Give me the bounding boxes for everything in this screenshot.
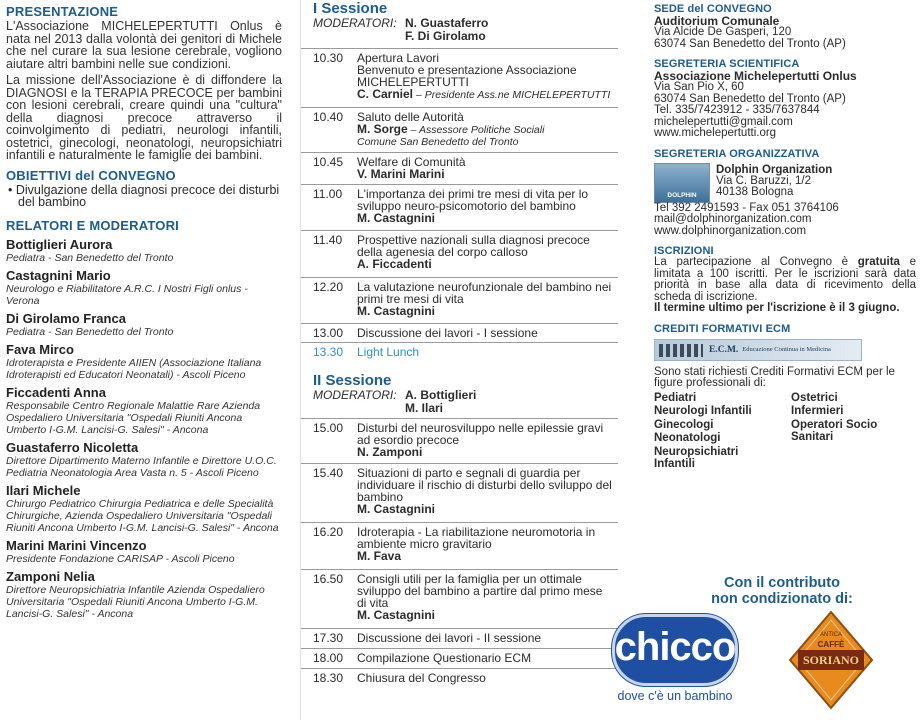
relatore-description: Presidente Fondazione CARISAP - Ascoli Piceno [6,552,235,565]
slot-title: Apertura Lavori [357,51,440,65]
relatore-name: Ficcadenti Anna [6,384,106,400]
ecm-block [654,323,916,470]
iscrizioni-deadline: Il termine ultimo per l'iscrizione è il 3 giugno. [654,302,900,314]
relatore-description: Direttore Dipartimento Materno Infantile e Direttore U.O.C. Pediatria Neonatologia Area Vasta n. 5 - Ascoli Piceno [6,454,277,479]
slot-speaker: M. Castagnini [357,211,436,225]
chicco-wordmark: chicco [614,625,736,669]
organizzativa-address: Via C. Baruzzi, 1/2 [716,174,812,187]
slot-title: Benvenuto e presentazione Associazione MICHELEPERTUTTI [357,63,577,89]
left-column [0,0,292,720]
slot-time: 13.30 [313,345,344,359]
relatore-description: Neurologo e Riabilitatore A.R.C. I Nostri Figli onlus - Verona [6,282,248,307]
slot-title: L'importanza dei primi tre mesi di vita per lo sviluppo neuro-psicomotorio del bambino [357,187,589,213]
slot-body [357,281,618,317]
iscrizioni-text: La partecipazione al Convegno è gratuita e limitata a 100 iscritti. Per le iscrizioni sarà data priorità in base alla data di ricevimento della scheda di iscrizione. [654,256,917,303]
slot-title: Prospettive nazionali sulla diagnosi precoce della agenesia del corpo calloso [357,233,590,259]
obiettivi-item: • Divulgazione della diagnosi precoce dei disturbi del bambino [8,182,280,209]
slot-speaker: A. Ficcadenti [357,257,432,271]
ecm-list-left [654,392,779,470]
ecm-title: CREDITI FORMATIVI ECM [654,322,791,335]
slot-title: Discussione dei lavori - I sessione [357,326,538,340]
slot-speaker: M. Sorge – Assessore Politiche Sociali [357,122,545,136]
relatore-description: Pediatra - San Benedetto del Tronto [6,251,174,264]
relatore-name: Bottiglieri Aurora [6,236,113,252]
session-2-header [301,372,618,415]
relatore-item [6,268,282,307]
presentazione-title: PRESENTAZIONE [6,4,119,19]
slot-body [357,327,618,339]
presentazione-paragraph-1: L'Associazione MICHELEPERTUTTI Onlus è nata nel 2013 dalla volontà dei genitori di Michele che nel curare la sua lesione cerebrale, vogliono aiutare altri bambini nelle sue condizioni. [6,19,282,71]
program-slot [301,648,618,664]
slot-speaker-role: – Assessore Politiche Sociali [407,124,545,136]
scientifica-phone: Tel. 335/7423912 - 335/7637844 [654,104,820,116]
slot-body [357,573,618,621]
program-slot [301,277,618,317]
ecm-profession: Ginecologi [654,418,714,431]
program-slot [301,152,618,180]
slot-title: Welfare di Comunità [357,155,466,169]
moderator-name: A. Bottiglieri [405,388,477,402]
relatore-name: Fava Mirco [6,341,74,357]
slot-speaker: M. Castagnini [357,608,436,622]
ecm-banner-figures-icon [659,344,703,357]
relatore-description: Chirurgo Pediatrico Chirurgia Pediatrica e delle Specialità Chirurgiche, Azienda Ospedaliero Universitaria "Ospedali Riuniti Ancona Umberto I-G.M. Lancisi-G. Salesi" - Ancona [6,497,279,534]
slot-body [357,156,618,180]
relatore-name: Castagnini Mario [6,267,111,283]
slot-time: 15.00 [313,421,344,435]
relatore-description: Direttore Neuropsichiatria Infantile Azienda Ospedaliero Universitaria "Ospedali Riuniti Ancona Umberto I-G.M. Lancisi-G. Salesi" - Ancona [6,583,265,620]
slot-body [357,111,618,148]
session-2-moderators [301,389,618,415]
relatore-name: Zamponi Nelia [6,568,95,584]
relatore-name: Marini Marini Vincenzo [6,537,147,553]
iscrizioni-block [654,245,916,315]
relatore-item [6,440,282,479]
relatore-description: Idroterapista e Presidente AIIEN (Associazione Italiana Idroterapisti ed Educatori Neonatali) - Ascoli Piceno [6,356,262,381]
slot-speaker: M. Castagnini [357,502,436,516]
sede-block [654,3,916,50]
obiettivi-title: OBIETTIVI del CONVEGNO [6,167,176,183]
sede-city: 63074 San Benedetto del Tronto (AP) [654,37,846,50]
slot-title: Situazioni di parto e segnali di guardia per individuare il rischio di disturbi dello sviluppo del bambino [357,466,612,504]
sede-name: Auditorium Comunale [654,14,780,28]
scientifica-title: SEGRETERIA SCIENTIFICA [654,58,800,70]
ecm-profession: Neonatologi [654,432,721,444]
slot-time: 17.30 [313,631,344,645]
slot-time: 12.20 [313,280,344,294]
sede-address: Via Alcide De Gasperi, 120 [654,26,792,38]
program-slot [301,230,618,270]
program-slot [301,48,618,101]
relatore-name: Di Girolamo Franca [6,310,126,326]
relatore-description: Pediatra - San Benedetto del Tronto [6,325,174,338]
ecm-profession: Neurologi Infantili [654,405,752,417]
moderator-name: N. Guastaferro [405,16,489,30]
soriano-name-text: SORIANO [802,653,859,667]
relatore-item [6,311,282,338]
relatori-title: RELATORI E MODERATORI [6,217,179,233]
program-slot [301,342,618,358]
slot-speaker-role: – Presidente Ass.ne MICHELEPERTUTTI [413,89,611,101]
ecm-intro: Sono stati richiesti Crediti Formativi ECM per le figure professionali di: [654,365,895,389]
ecm-profession: Pediatri [654,391,697,404]
ecm-banner-abbr: E.C.M. [709,344,739,355]
moderators-label: MODERATORI: [313,16,397,30]
ecm-profession: Infermieri [791,405,844,417]
slot-speaker: N. Zamponi [357,445,423,459]
slot-speaker-affiliation: Comune San Benedetto del Tronto [357,136,519,148]
relatore-item [6,385,282,436]
ecm-list-right [779,392,916,470]
slot-body [357,346,618,358]
program-slot [301,569,618,621]
slot-body [357,467,618,515]
relatore-item [6,342,282,381]
slot-title: Saluto delle Autorità [357,110,464,124]
organizzativa-city: 40138 Bologna [716,186,794,198]
slot-title: Compilazione Questionario ECM [357,651,532,665]
ecm-professions [654,392,916,470]
relatore-item [6,237,282,264]
slot-time: 10.40 [313,110,344,124]
slot-body [357,652,618,664]
slot-time: 13.00 [313,326,344,340]
iscrizioni-gratuita: gratuita [857,256,900,268]
slot-title: Disturbi del neurosviluppo nelle epilessie gravi ad esordio precoce [357,421,604,447]
scientifica-address: Via San Pio X, 60 [654,81,744,93]
slot-speaker: V. Marini Marini [357,167,445,181]
relatore-item [6,538,282,565]
ecm-profession: Ostetrici [791,391,838,404]
slot-body [357,234,618,270]
program-slot [301,184,618,224]
slot-body [357,52,618,101]
moderators-label: MODERATORI: [313,388,397,402]
slot-time: 16.50 [313,572,344,586]
organizzativa-email[interactable]: mail@dolphinorganization.com [654,213,812,225]
relatore-description: Responsabile Centro Regionale Malattie Rare Azienda Ospedaliero Universitaria "Ospedali Riuniti Ancona Umberto I-G.M. Lancisi-G. Salesi" - Ancona [6,399,261,436]
relatore-name: Ilari Michele [6,482,81,498]
moderator-name: F. Di Girolamo [405,29,486,43]
relatore-name: Guastaferro Nicoletta [6,439,139,455]
ecm-banner-text: Educazione Continua in Medicina [742,346,831,353]
slot-time: 10.45 [313,155,344,169]
slot-title: Light Lunch [357,345,420,359]
relatore-item [6,483,282,534]
slot-body [357,188,618,224]
slot-time: 15.40 [313,466,344,480]
soriano-caffe-text: CAFFÈ [817,640,845,649]
slot-time: 18.30 [313,671,344,685]
program-slot [301,107,618,148]
slot-title: Discussione dei lavori - II sessione [357,631,542,645]
slot-body [357,632,618,644]
program-column [300,0,618,720]
organizzativa-website[interactable]: www.dolphinorganization.com [654,224,807,237]
relatore-item [6,569,282,620]
slot-title: Consigli utili per la famiglia per un ottimale sviluppo del bambino a partire dal primo mese di vita [357,572,603,610]
scientifica-city: 63074 San Benedetto del Tronto (AP) [654,92,846,105]
dolphin-logo-text: DOLPHIN [667,191,697,199]
slot-title: Chiusura del Congresso [357,671,486,685]
program-slot [301,522,618,562]
program-slot [301,323,618,339]
session-1-title: I Sessione [313,0,388,17]
ecm-profession: Neuropsichiatri Infantili [654,445,739,470]
organizzativa-title: SEGRETERIA ORGANIZZATIVA [654,147,820,160]
slot-speaker: C. Carniel – Presidente Ass.ne MICHELEPERTUTTI [357,87,611,101]
caffe-soriano-logo [788,610,874,710]
scientifica-block [654,58,916,140]
program-slot [301,418,618,458]
slot-time: 10.30 [313,51,344,65]
organizzativa-name: Dolphin Organization [716,163,833,176]
moderator-name: M. Ilari [405,401,444,415]
soriano-small-text: ANTICA [819,632,842,638]
session-1-moderators [301,17,618,43]
slot-title: La valutazione neurofunzionale del bambino nei primi tre mesi di vita [357,280,612,306]
chicco-tagline: dove c'è un bambino [617,689,733,703]
slot-body [357,672,618,684]
program-slot [301,668,618,684]
relatori-list [6,237,282,620]
scientifica-email[interactable]: michelepertutti@gmail.com [654,115,793,128]
slot-time: 18.00 [313,651,344,665]
sede-title: SEDE del CONVEGNO [654,3,772,15]
slot-body [357,422,618,458]
slot-speaker: M. Fava [357,549,402,563]
session-1-header [301,0,618,43]
program-slot [301,628,618,644]
organizzativa-block [654,148,916,238]
chicco-logo [610,612,740,704]
organizzativa-phone: Tel 392 2491593 - Fax 051 3764106 [654,201,839,214]
scientifica-website[interactable]: www.michelepertutti.org [654,127,777,139]
presentazione-paragraph-2: La missione dell'Associazione è di diffondere la DIAGNOSI e la TERAPIA PRECOCE per bambini con lesioni cerebrali, creare quindi una "cultura" della diagnosi precoce attraverso il coinvolgimento di pediatri, neurologi infantili, ostetrici, ginecologi, neonatologi, neuropsichiatri infantili e naturalmente le famiglie dei bambini. [6,73,282,162]
slot-speaker: M. Castagnini [357,304,436,318]
slot-title: Idroterapia - La riabilitazione neuromotoria in ambiente micro gravitario [357,525,596,551]
contributo-heading: Con il contributo non condizionato di: [711,575,853,607]
slot-time: 11.40 [313,233,343,247]
session-2-title: II Sessione [313,372,392,389]
program-slot [301,463,618,515]
slot-body [357,526,618,562]
scientifica-name: Associazione Michelepertutti Onlus [654,69,857,83]
iscrizioni-title: ISCRIZIONI [654,245,714,257]
slot-time: 16.20 [313,525,344,539]
ecm-profession: Operatori Socio Sanitari [791,418,878,443]
slot-time: 11.00 [313,187,343,201]
dolphin-logo [654,163,710,203]
ecm-banner [654,339,862,361]
